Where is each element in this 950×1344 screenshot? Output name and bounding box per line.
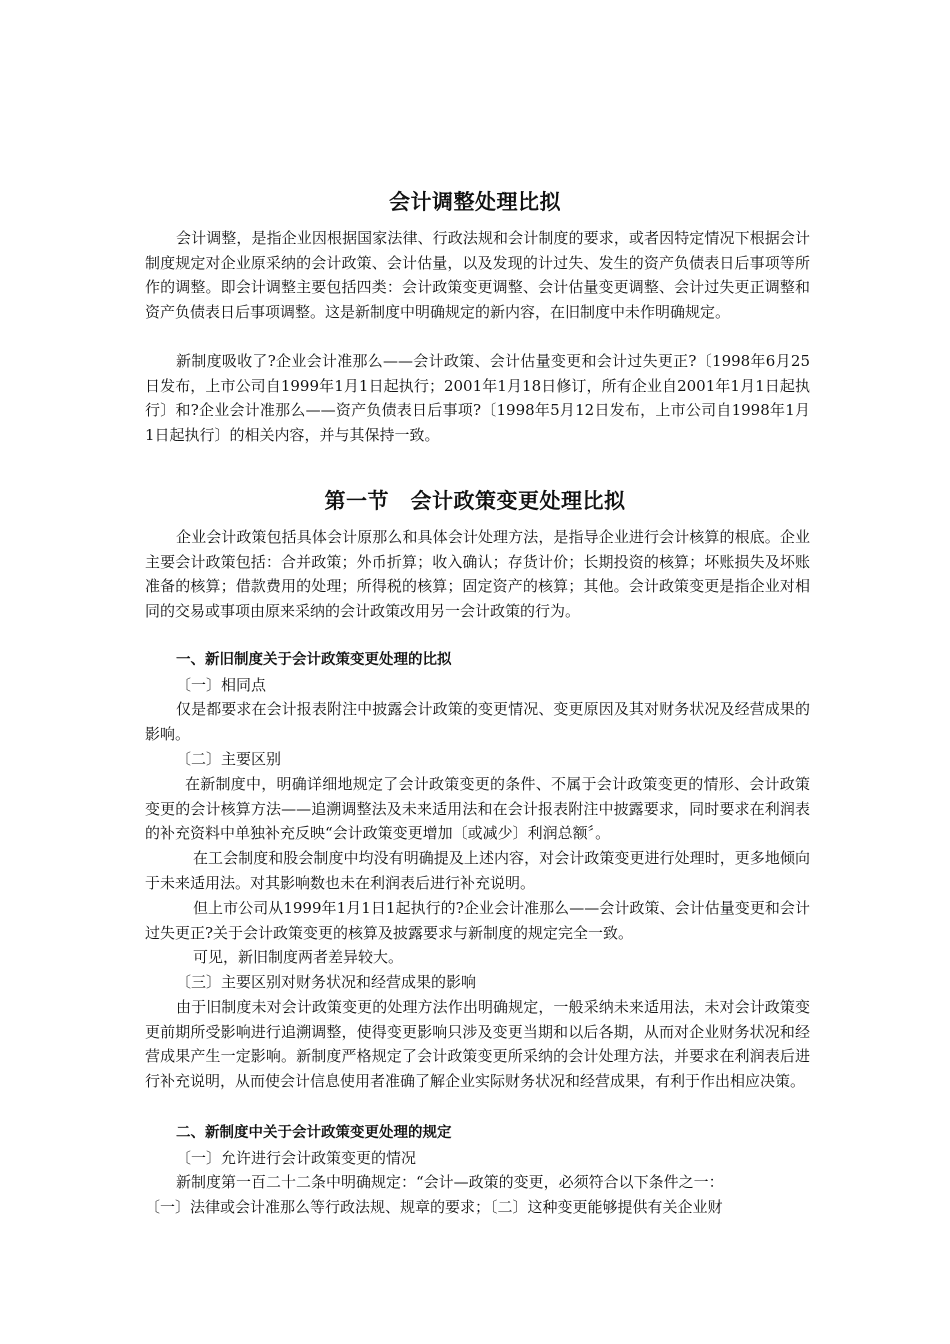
- subheading-same-points: 〔一〕相同点: [176, 676, 267, 694]
- intro-paragraph-1: 会计调整，是指企业因根据国家法律、行政法规和会计制度的要求，或者因特定情况下根据会计制度规定对企业原采纳的会计政策、会计估量，以及发现的计过失、发生的资产负债表日后事项等所作的调整。即会计调整主要包括四类：会计政策变更调整、会计估量变更调整、会计过失更正调整和资产负债表日后事项调整。这是新制度中明确规定的新内容，在旧制度中未作明确规定。: [145, 229, 810, 321]
- section-1-title: 第一节 会计政策变更处理比拟: [324, 489, 626, 513]
- intro-paragraph-2: 新制度吸收了?企业会计准那么——会计政策、会计估量变更和会计过失更正?〔1998年6月25日发布，上市公司自1999年1月1日起执行；2001年1月18日修订，所有企业自2001年1月1日起执行〕和?企业会计准那么——资产负债表日后事项?〔1998年5月12日发布，上市公司自1998年1月1日起执行〕的相关内容，并与其保持一致。: [145, 352, 810, 444]
- paragraph-same-points: 仅是都要求在会计报表附注中披露会计政策的变更情况、变更原因及其对财务状况及经营成果的影响。: [145, 700, 810, 743]
- paragraph-impact: 由于旧制度未对会计政策变更的处理方法作出明确规定，一般采纳未来适用法，未对会计政策变更前期所受影响进行追溯调整，使得变更影响只涉及变更当期和以后各期，从而对企业财务状况和经营成果产生一定影响。新制度严格规定了会计政策变更所采纳的会计处理方法，并要求在利润表后进行补充说明，从而使会计信息使用者准确了解企业实际财务状况和经营成果，有利于作出相应决策。: [145, 998, 810, 1090]
- paragraph-allowed-changes-line-1: 新制度第一百二十二条中明确规定：“会计—政策的变更，必须符合以下条件之一：: [176, 1173, 724, 1191]
- paragraph-differences-2: 在工会制度和股会制度中均没有明确提及上述内容，对会计政策变更进行处理时，更多地倾向于未来适用法。对其影响数也未在利润表后进行补充说明。: [145, 849, 810, 892]
- heading-2: 二、新制度中关于会计政策变更处理的规定: [176, 1125, 452, 1141]
- subheading-allowed-changes: 〔一〕允许进行会计政策变更的情况: [176, 1149, 417, 1167]
- paragraph-differences-3: 但上市公司从1999年1月1日1起执行的?企业会计准那么——会计政策、会计估量变更和会计过失更正?关于会计政策变更的核算及披露要求与新制度的规定完全一致。: [145, 899, 810, 942]
- section-1-paragraph: 企业会计政策包括具体会计原那么和具体会计处理方法，是指导企业进行会计核算的根底。企业主要会计政策包括：合并政策；外币折算；收入确认；存货计价；长期投资的核算；坏账损失及坏账准备的核算；借款费用的处理；所得税的核算；固定资产的核算；其他。会计政策变更是指企业对相同的交易或事项由原来采纳的会计政策改用另一会计政策的行为。: [145, 528, 810, 620]
- paragraph-allowed-changes-line-2: 〔一〕法律或会计准那么等行政法规、规章的要求；〔二〕这种变更能够提供有关企业财: [145, 1198, 723, 1216]
- heading-1: 一、新旧制度关于会计政策变更处理的比拟: [176, 652, 452, 668]
- paragraph-differences-4: 可见，新旧制度两者差异较大。: [193, 948, 404, 966]
- subheading-main-differences: 〔二〕主要区别: [176, 750, 282, 768]
- paragraph-differences-1: 在新制度中，明确详细地规定了会计政策变更的条件、不属于会计政策变更的情形、会计政策变更的会计核算方法——追溯调整法及未来适用法和在会计报表附注中披露要求，同时要求在利润表的补充资料中单独补充反映“会计政策变更增加〔或减少〕利润总额〞。: [145, 775, 810, 843]
- document-title: 会计调整处理比拟: [389, 190, 561, 214]
- subheading-impact: 〔三〕主要区别对财务状况和经营成果的影响: [176, 973, 477, 991]
